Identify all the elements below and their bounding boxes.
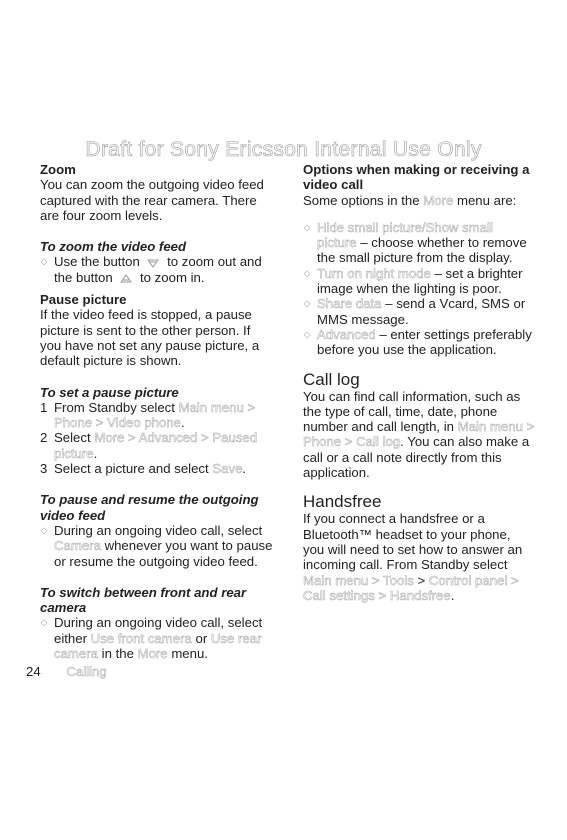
option-2-ui: Turn on night mode — [317, 265, 431, 281]
option-2 — [303, 266, 535, 297]
right-column — [303, 162, 535, 603]
zoom-subheading: To zoom the video feed — [40, 239, 187, 255]
option-4-text: – enter settings preferably before you use the application. — [317, 326, 532, 358]
options-heading: Options when making or receiving a video call — [303, 162, 530, 193]
setpause-subheading: To set a pause picture — [40, 384, 179, 400]
option-3-text: – send a Vcard, SMS or MMS message. — [317, 296, 526, 327]
zoom-b2: to zoom out and the button — [54, 254, 262, 285]
zoom-b1: Use the button — [54, 254, 140, 270]
pause-text: If the video feed is stopped, a pause picture is sent to the other person. If you have not set any pause picture, a default picture is shown. — [40, 307, 260, 369]
draft-watermark: Draft for Sony Ericsson Internal Use Only — [85, 138, 482, 161]
options-intro — [303, 193, 535, 208]
calllog-text — [303, 389, 535, 481]
handsfree-heading: Handsfree — [303, 492, 382, 512]
presume-subheading: To pause and resume the outgoing video feed — [40, 492, 259, 523]
step-2-text: Select — [54, 430, 91, 446]
page-footer — [26, 664, 107, 679]
option-3-ui: Share data — [317, 296, 382, 312]
hands-gt: > — [417, 572, 426, 588]
step-3-ui: Save — [212, 461, 243, 477]
calllog-heading: Call log — [303, 369, 360, 389]
step-3 — [40, 461, 273, 476]
switch-or: or — [195, 630, 208, 646]
left-column — [40, 162, 273, 661]
presume-bullet — [40, 523, 273, 569]
step-2 — [40, 430, 273, 461]
switch-ui1: Use front camera — [90, 630, 192, 646]
step-1-num: 1 — [40, 399, 48, 415]
switch-ui3: More — [137, 646, 168, 662]
handsfree-text — [303, 511, 535, 603]
switch-a: During an ongoing video call, select either — [54, 615, 263, 646]
step-2-end: . — [93, 445, 98, 461]
step-1 — [40, 400, 273, 431]
hands-a: If you connect a handsfree or a Bluetooth™ headset to your phone, you will need to set how to answer an incoming call. From Standby select — [303, 511, 523, 573]
zoom-b3: to zoom in. — [140, 269, 205, 285]
options-b: menu are: — [456, 192, 517, 208]
zoom-in-arrow-icon — [120, 274, 132, 283]
options-ui: More — [423, 192, 454, 208]
step-2-num: 2 — [40, 430, 48, 446]
presume-a: During an ongoing video call, select — [54, 522, 263, 538]
switch-c: menu. — [171, 646, 208, 662]
option-1 — [303, 220, 535, 266]
page-number: 24 — [26, 664, 41, 679]
option-4 — [303, 327, 535, 358]
step-1-ui: Main menu > Phone > Video phone — [54, 399, 256, 431]
option-1-text: – choose whether to remove the small picture from the display. — [317, 235, 527, 266]
pause-heading: Pause picture — [40, 292, 127, 308]
step-3-end: . — [242, 461, 247, 477]
zoom-bullet — [40, 254, 273, 285]
hands-ui1: Main menu > Tools — [303, 572, 414, 588]
option-2-text: – set a brighter image when the lighting is poor. — [317, 265, 523, 297]
option-3 — [303, 296, 535, 327]
calllog-b: . You can also make a call or a call note directly from this application. — [303, 434, 530, 481]
switch-subheading: To switch between front and rear camera — [40, 584, 247, 616]
zoom-text: You can zoom the outgoing video feed captured with the rear camera. There are four zoom levels. — [40, 177, 264, 223]
step-1-end: . — [181, 415, 185, 431]
hands-end: . — [450, 587, 455, 603]
calllog-a: You can find call information, such as the type of call, time, date, phone number and call length, in — [303, 388, 521, 435]
step-1-text: From Standby select — [54, 399, 175, 415]
options-a: Some options in the — [303, 192, 420, 208]
presume-b: whenever you want to pause or resume the outgoing video feed. — [54, 538, 273, 569]
step-3-num: 3 — [40, 461, 48, 477]
switch-b: in the — [101, 646, 134, 662]
presume-ui: Camera — [54, 538, 101, 554]
option-1-ui: Hide small picture/Show small picture — [317, 219, 493, 251]
zoom-heading: Zoom — [40, 162, 76, 177]
zoom-out-arrow-icon — [147, 259, 159, 268]
step-3-text: Select a picture and select — [54, 461, 209, 477]
step-2-ui: More > Advanced > Paused picture — [54, 430, 258, 461]
switch-bullet — [40, 615, 273, 661]
switch-ui2: Use rear camera — [54, 630, 262, 662]
section-name: Calling — [66, 664, 107, 679]
calllog-ui: Main menu > Phone > Call log — [303, 419, 535, 450]
hands-ui2: Control panel > Call settings > Handsfree — [303, 572, 519, 603]
option-4-ui: Advanced — [317, 326, 376, 342]
